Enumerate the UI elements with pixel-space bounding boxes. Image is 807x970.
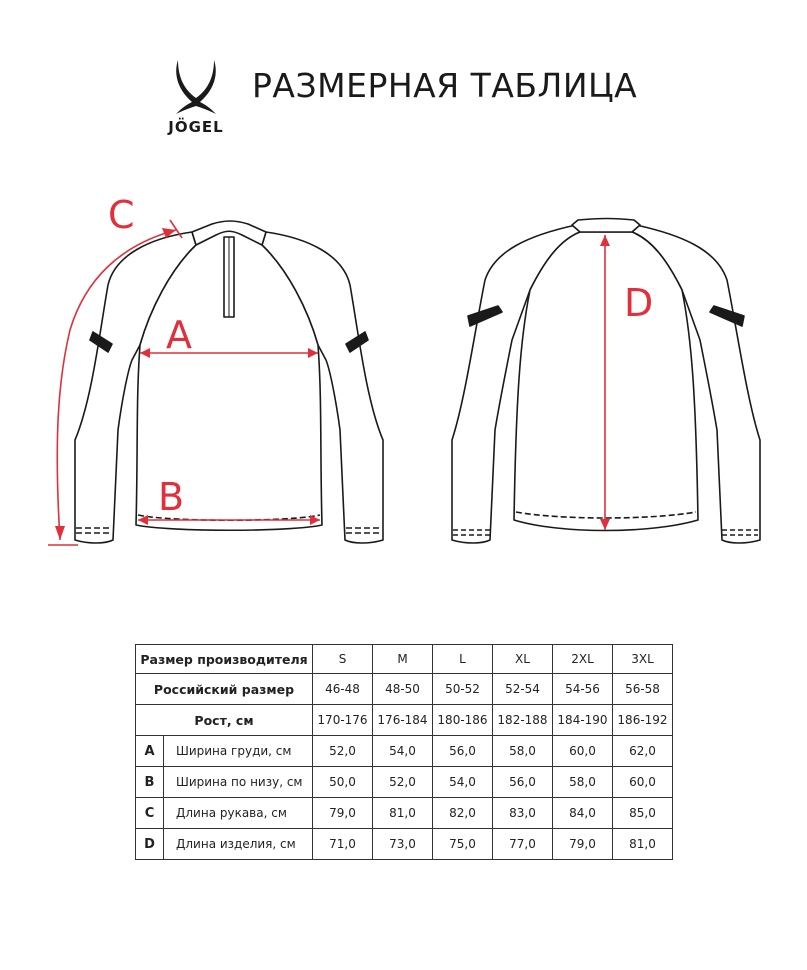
measure-cell: 84,0 <box>553 798 613 829</box>
size-table <box>135 644 673 860</box>
measure-cell: 83,0 <box>493 798 553 829</box>
back-body <box>514 232 698 531</box>
label-a: A <box>166 313 192 357</box>
brand-logo <box>156 58 236 136</box>
page-header <box>0 0 807 150</box>
measure-label: Длина изделия, см <box>164 829 313 860</box>
back-collar <box>572 219 640 233</box>
size-cell: 170-176 <box>313 705 373 736</box>
measure-cell: 71,0 <box>313 829 373 860</box>
measure-cell: 60,0 <box>613 767 673 798</box>
size-cell: 50-52 <box>433 674 493 705</box>
measure-cell: 75,0 <box>433 829 493 860</box>
table-row-sleeve-length <box>136 798 673 829</box>
measure-cell: 50,0 <box>313 767 373 798</box>
measure-cell: 58,0 <box>553 767 613 798</box>
measure-label: Длина рукава, см <box>164 798 313 829</box>
measure-letter: C <box>136 798 164 829</box>
measure-letter: B <box>136 767 164 798</box>
jogel-v-swoosh-icon <box>172 58 220 116</box>
table-row-chest-width <box>136 736 673 767</box>
row-label: Размер производителя <box>136 645 313 674</box>
measure-cell: 85,0 <box>613 798 673 829</box>
size-cell: 180-186 <box>433 705 493 736</box>
measure-cell: 79,0 <box>313 798 373 829</box>
table-row-russian-size <box>136 674 673 705</box>
label-b: B <box>158 475 185 519</box>
label-d: D <box>624 281 654 325</box>
table-row-hem-width <box>136 767 673 798</box>
label-c: C <box>108 193 135 237</box>
row-label: Рост, см <box>136 705 313 736</box>
row-label: Российский размер <box>136 674 313 705</box>
brand-name: JÖGEL <box>168 118 224 136</box>
page-title: РАЗМЕРНАЯ ТАБЛИЦА <box>252 66 638 105</box>
measure-cell: 79,0 <box>553 829 613 860</box>
size-cell: 56-58 <box>613 674 673 705</box>
measure-letter: D <box>136 829 164 860</box>
size-cell: XL <box>493 645 553 674</box>
table-row-height <box>136 705 673 736</box>
measure-cell: 77,0 <box>493 829 553 860</box>
garment-illustration <box>0 180 807 560</box>
size-cell: 52-54 <box>493 674 553 705</box>
size-cell: 48-50 <box>373 674 433 705</box>
size-cell: 186-192 <box>613 705 673 736</box>
size-cell: 176-184 <box>373 705 433 736</box>
garment-drawing <box>0 180 807 560</box>
measure-label: Ширина груди, см <box>164 736 313 767</box>
measure-cell: 73,0 <box>373 829 433 860</box>
measure-letter: A <box>136 736 164 767</box>
size-cell: S <box>313 645 373 674</box>
measure-cell: 60,0 <box>553 736 613 767</box>
table-row-garment-length <box>136 829 673 860</box>
measure-cell: 56,0 <box>493 767 553 798</box>
measure-cell: 58,0 <box>493 736 553 767</box>
measure-cell: 52,0 <box>313 736 373 767</box>
measure-cell: 81,0 <box>613 829 673 860</box>
measure-label: Ширина по низу, см <box>164 767 313 798</box>
size-cell: M <box>373 645 433 674</box>
size-cell: 54-56 <box>553 674 613 705</box>
size-cell: 3XL <box>613 645 673 674</box>
measure-cell: 56,0 <box>433 736 493 767</box>
size-cell: 2XL <box>553 645 613 674</box>
measure-cell: 62,0 <box>613 736 673 767</box>
size-cell: 182-188 <box>493 705 553 736</box>
measure-cell: 52,0 <box>373 767 433 798</box>
table-row-manufacturer-size <box>136 645 673 674</box>
size-cell: 184-190 <box>553 705 613 736</box>
size-cell: L <box>433 645 493 674</box>
measure-cell: 81,0 <box>373 798 433 829</box>
size-cell: 46-48 <box>313 674 373 705</box>
measure-cell: 82,0 <box>433 798 493 829</box>
measure-cell: 54,0 <box>433 767 493 798</box>
measure-cell: 54,0 <box>373 736 433 767</box>
